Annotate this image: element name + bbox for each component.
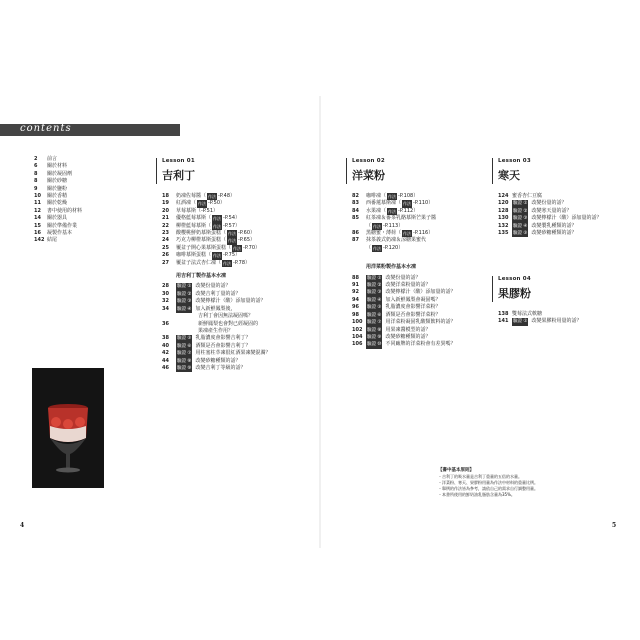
- step-item: 100 驗證 ⑦ 用洋菜粉凝固乳酸類飲料的話？: [352, 319, 456, 326]
- list-item: 12 書中使用的材料: [34, 207, 83, 214]
- book-spread: [0, 96, 640, 548]
- step-item: 141 驗證 ① 改變果膠粉用量的話？: [498, 318, 582, 325]
- contents-label: contents: [20, 123, 72, 134]
- recipe-item: 20 草莓慕斯（ -P.51）: [162, 207, 219, 214]
- recipe-item: 25 覆盆子開心果慕斯蛋糕（ 作法 -P.70）: [162, 244, 261, 251]
- step-item: 91 驗證 ② 改變洋菜粉量的話？: [352, 282, 431, 289]
- step-item: 吉利丁會因無法凝固嗎？: [198, 313, 254, 320]
- recipe-item: （ 作法 -P.113）: [366, 222, 404, 229]
- lesson-02-column: [352, 158, 472, 349]
- section-title: 用洋菜粉製作基本水凍: [366, 264, 417, 271]
- step-item: 44 驗證 ⑧ 改變砂糖種類的話？: [162, 357, 241, 364]
- lesson-label: Lesson 01: [162, 158, 195, 164]
- list-item: 6 關於材料: [34, 163, 68, 170]
- step-item: 135 驗證 ⑤ 改變砂糖種類的話？: [498, 230, 577, 237]
- book-gutter: [319, 96, 321, 548]
- recipe-item: 138 雙莓法式軟糖: [498, 311, 543, 317]
- step-item: 104 驗證 ⑨ 改變砂糖種類的話？: [352, 333, 431, 340]
- recipe-item: 18 奶凍佐莓醬（ 作法 -P.48）: [162, 193, 236, 199]
- list-item: 15 關於準備作業: [34, 222, 78, 229]
- step-item: 46 驗證 ⑨ 改變吉利丁等級的話？: [162, 364, 246, 371]
- notes-box: [438, 468, 588, 498]
- step-item: 132 驗證 ④ 改變製乳種類的話？: [498, 222, 577, 229]
- lesson-01-column: [162, 158, 272, 372]
- lesson-04-column: [498, 276, 608, 326]
- step-item: 38 驗證 ⑤ 乳脂濃度會影響吉利丁？: [162, 335, 251, 342]
- recipe-item: 124 蜜香杏仁豆腐: [498, 193, 543, 199]
- step-item: 88 驗證 ① 改變份量的話？: [352, 274, 421, 281]
- recipe-item: 26 咖啡慕斯蛋糕（ 作法 -P.75）: [162, 252, 241, 259]
- list-item: 9 關於鹽粉: [34, 185, 68, 192]
- step-item: 120 驗證 ① 改變份量的話？: [498, 200, 567, 207]
- notes-line: ・吉利丁的吸水量是吉利丁重量的五倍的水量。: [438, 474, 522, 479]
- recipe-item: 82 咖啡凍（ 作法 -P.108）: [352, 193, 419, 199]
- recipe-item: 83 西番蓮慕斯凍（ 作法 -P.110）: [352, 200, 434, 207]
- step-item: 40 驗證 ⑥ 酒類是否會影響吉利丁？: [162, 342, 251, 349]
- lesson-title: 果膠粉: [498, 287, 531, 300]
- lesson-02-recipes: [352, 193, 472, 349]
- notes-line: ・舉例的作法皆為參考，請依自己的需求自行調整用量。: [438, 486, 538, 491]
- lesson-03-items: [498, 193, 608, 237]
- step-item: 98 驗證 ⑥ 酒類是否會影響洋菜粉？: [352, 311, 441, 318]
- lesson-title: 寒天: [498, 169, 520, 182]
- recipe-item: 23 酸櫻桃鮮奶慕斯蛋糕（ 作法 -P.60）: [162, 230, 256, 237]
- lesson-01-recipes: [162, 193, 272, 372]
- list-item: 11 關於乾燥: [34, 200, 68, 207]
- lesson-divider: [492, 276, 493, 302]
- section-title: 用吉利丁製作基本水凍: [176, 273, 227, 280]
- step-item: 42 驗證 ⑦ 用柱塞柱萃凍很紅酒果凍變混濁？: [162, 350, 271, 357]
- dessert-photo: [32, 368, 104, 488]
- list-item: 16 凝製作基本: [34, 230, 73, 237]
- step-item: 36 新鮮鳳梨也會對已經凝固的: [162, 320, 259, 327]
- contents-header-bar: [0, 124, 180, 136]
- recipe-item: 84 水果凍（ 作法 -P.112）: [352, 207, 419, 214]
- step-item: 130 驗證 ③ 改變檸檬汁（酸）添加量的話？: [498, 215, 602, 222]
- notes-line: ・本書所使用的鮮奶油乳脂肪含量為35%。: [438, 492, 515, 497]
- lesson-04-items: [498, 311, 608, 326]
- lesson-divider: [492, 158, 493, 184]
- list-item: 10 關於香精: [34, 193, 68, 200]
- recipe-item: （ 作法 -P.120）: [366, 244, 404, 251]
- recipe-item: 24 巧克力柳橙慕斯蛋糕（ 作法 -P.65）: [162, 237, 256, 244]
- step-item: 96 驗證 ⑤ 乳脂濃度會影響洋菜粉？: [352, 304, 441, 311]
- lesson-label: Lesson 04: [498, 276, 531, 282]
- step-item: 102 驗證 ⑧ 用果凍醬模型的話？: [352, 326, 431, 333]
- list-item: 8 關於砂糖: [34, 178, 68, 185]
- recipe-item: 19 紅酒凍（ 作法 -P.50）: [162, 200, 226, 207]
- step-item: 30 驗證 ② 改變吉利丁量的話？: [162, 290, 241, 297]
- step-item: 128 驗證 ② 改變寒天量的話？: [498, 207, 572, 214]
- step-item: 94 驗證 ④ 加入新鮮鳳梨會凝固嗎？: [352, 296, 441, 303]
- notes-line: ・洋菜粉、寒天、果膠粉用量為作法中材料的重量比例。: [438, 480, 538, 485]
- list-item: 2 前言: [34, 156, 58, 162]
- page-number-left: 4: [20, 522, 25, 529]
- page-number-right: 5: [612, 522, 617, 529]
- list-item: 8 關於凝固劑: [34, 170, 73, 177]
- lesson-label: Lesson 02: [352, 158, 385, 164]
- step-item: 28 驗證 ① 改變份量的話？: [162, 283, 231, 290]
- recipe-item: 27 覆盆子法式杏仁凍（ 作法 -P.78）: [162, 259, 251, 266]
- notes-title: 【書中基本原則】: [438, 468, 474, 473]
- list-item: 142 結尾: [34, 237, 58, 244]
- step-item: 果凍產生作用？: [198, 327, 234, 334]
- step-item: 92 驗證 ③ 改變檸檬汁（酸）添加量的話？: [352, 289, 456, 296]
- recipe-item: 85 紅茶凍＆番茶乳酪慕斯芒果子醬: [352, 215, 437, 222]
- step-item: 106 驗證 ⑩ 不同廠牌的洋菜粉會有差異嗎？: [352, 341, 456, 348]
- lesson-03-column: [498, 158, 608, 237]
- recipe-item: 87 抹茶義式奶凍＆涼糖果蜜代: [352, 237, 427, 244]
- recipe-item: 86 黑糖蜜・薄荷（ 作法 -P.116）: [352, 230, 434, 237]
- jelly-glass-illustration: [32, 368, 104, 488]
- step-item: 32 驗證 ③ 改變檸檬汁（酸）添加量的話？: [162, 298, 266, 305]
- intro-list: [34, 156, 82, 245]
- step-item: 34 驗證 ④ 加入新鮮鳳梨後，: [162, 305, 236, 312]
- lesson-label: Lesson 03: [498, 158, 531, 164]
- lesson-title: 洋菜粉: [352, 169, 385, 182]
- lesson-divider: [346, 158, 347, 184]
- list-item: 14 關於器具: [34, 215, 68, 222]
- recipe-item: 22 柳橙藍莓慕斯（ 作法 -P.57）: [162, 222, 241, 229]
- lesson-title: 吉利丁: [162, 169, 195, 182]
- lesson-divider: [156, 158, 157, 184]
- recipe-item: 21 優格藍莓慕斯（ 作法 -P.54）: [162, 215, 241, 222]
